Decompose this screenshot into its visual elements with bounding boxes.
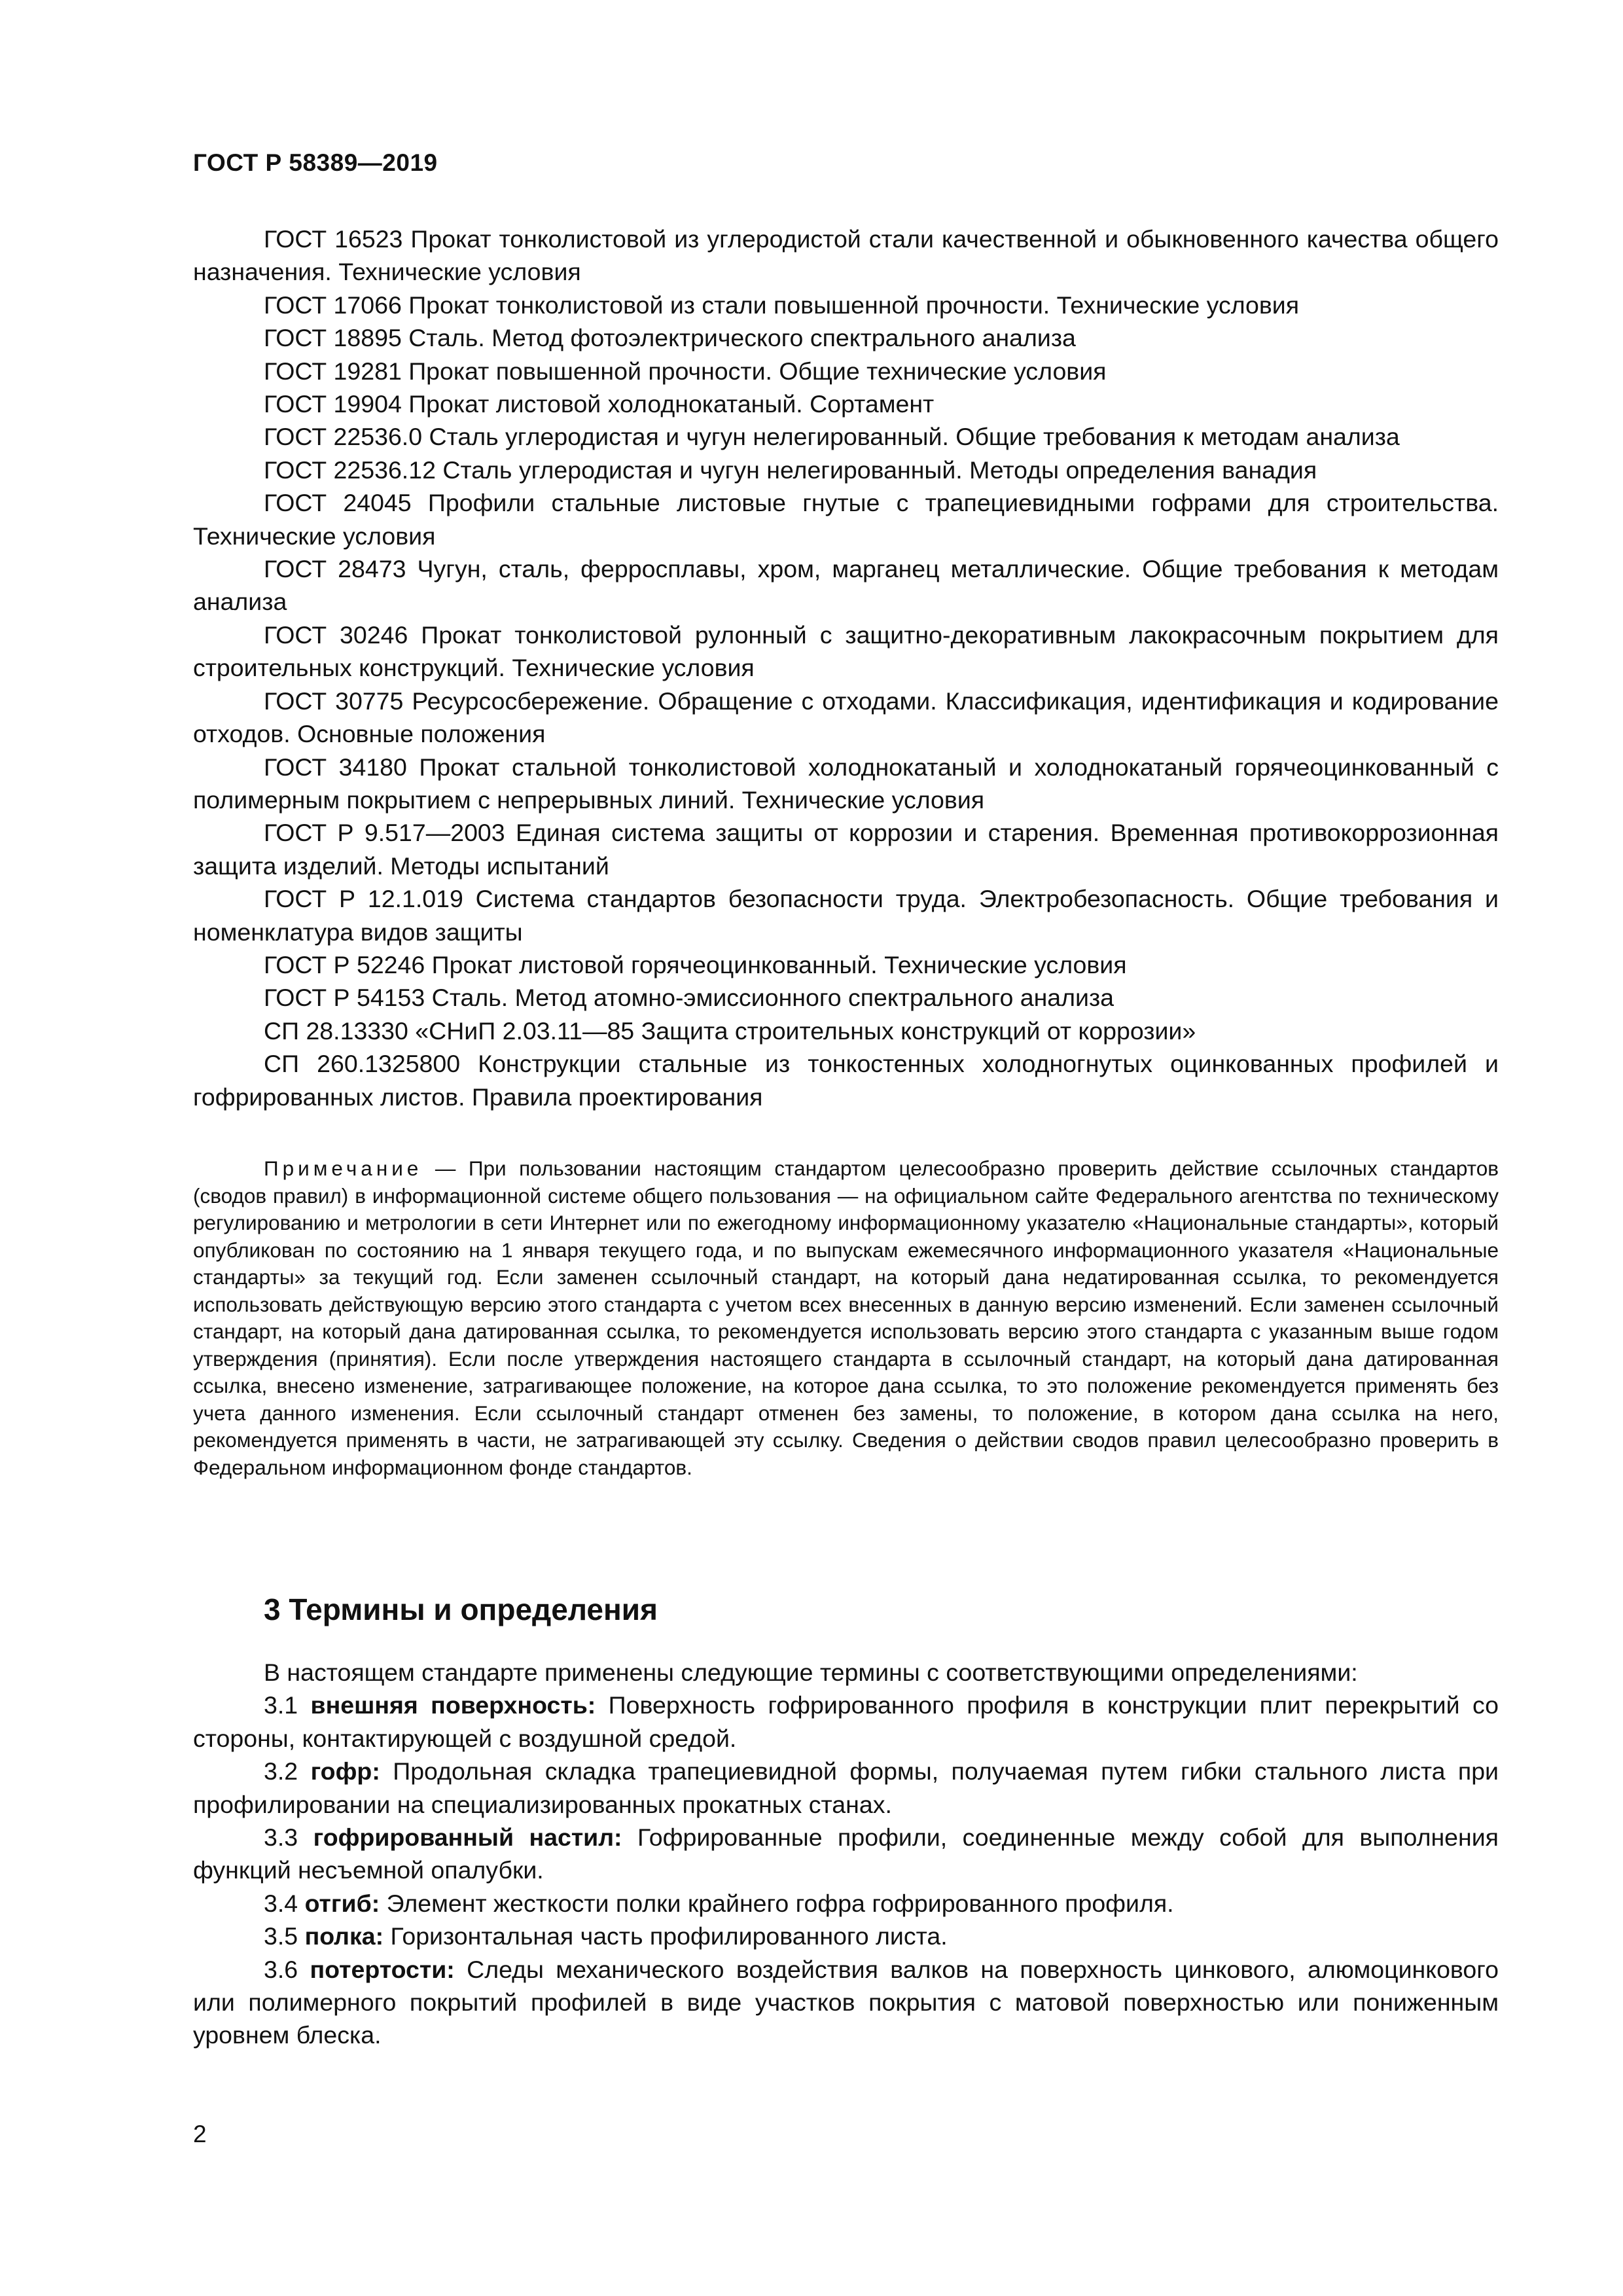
term-definition: Поверхность гофрированного профиля в конструкции плит перекрытий со стороны, контактирующей с воздушной средой. <box>193 1691 1499 1752</box>
reference-item: ГОСТ 34180 Прокат стальной тонколистовой холоднокатаный и холоднокатаный горячеоцинкованный с полимерным покрытием с непрерывных линий. Технические условия <box>193 753 1499 814</box>
term-item <box>193 1953 1499 2052</box>
term-item <box>193 1755 1499 1821</box>
reference-item: ГОСТ 19904 Прокат листовой холоднокатаный. Сортамент <box>264 390 935 418</box>
document-header: ГОСТ Р 58389—2019 <box>193 149 438 176</box>
reference-item: ГОСТ 28473 Чугун, сталь, ферросплавы, хром, марганец металлические. Общие требования к методам анализа <box>193 555 1499 616</box>
term-definition: Элемент жесткости полки крайнего гофра гофрированного профиля. <box>386 1889 1174 1917</box>
term-number: 3.2 <box>264 1757 298 1785</box>
term-name: отгиб: <box>304 1889 380 1917</box>
term-name: потертости: <box>310 1955 455 1983</box>
reference-item: ГОСТ 30246 Прокат тонколистовой рулонный с защитно-декоративным лакокрасочным покрытием для строительных конструкций. Технические условия <box>193 620 1499 682</box>
reference-item: ГОСТ 24045 Профили стальные листовые гнутые с трапециевидными гофрами для строительства. Технические условия <box>193 489 1499 550</box>
reference-item: ГОСТ 30775 Ресурсосбережение. Обращение с отходами. Классификация, идентификация и кодирование отходов. Основные положения <box>193 687 1499 748</box>
term-name: полка: <box>304 1922 384 1950</box>
term-number: 3.4 <box>264 1889 298 1917</box>
reference-item: ГОСТ 22536.12 Сталь углеродистая и чугун нелегированный. Методы определения ванадия <box>264 456 1317 484</box>
reference-item: ГОСТ Р 12.1.019 Система стандартов безопасности труда. Электробезопасность. Общие требования и номенклатура видов защиты <box>193 885 1499 946</box>
terms-list <box>193 1656 1499 2052</box>
reference-item: ГОСТ 19281 Прокат повышенной прочности. Общие технические условия <box>264 357 1107 385</box>
term-item <box>193 1887 1499 1920</box>
section-title: 3 Термины и определения <box>264 1592 658 1626</box>
term-definition: Горизонтальная часть профилированного листа. <box>390 1922 948 1950</box>
reference-item: ГОСТ Р 52246 Прокат листовой горячеоцинкованный. Технические условия <box>264 950 1127 978</box>
normative-references-list <box>193 223 1499 1113</box>
section-intro: В настоящем стандарте применены следующие термины с соответствующими определениями: <box>264 1659 1358 1686</box>
reference-item: СП 28.13330 «СНиП 2.03.11—85 Защита строительных конструкций от коррозии» <box>264 1016 1196 1045</box>
term-number: 3.1 <box>264 1691 298 1719</box>
reference-item: СП 260.1325800 Конструкции стальные из тонкостенных холодногнутых оцинкованных профилей и гофрированных листов. Правила проектирования <box>193 1050 1499 1111</box>
note-paragraph <box>193 1155 1499 1481</box>
term-name: гофр: <box>310 1757 380 1785</box>
term-number: 3.6 <box>264 1955 298 1983</box>
term-definition: Продольная складка трапециевидной формы, получаемая путем гибки стального листа при профилировании на специализированных прокатных станах. <box>193 1757 1499 1818</box>
note-text: — При пользовании настоящим стандартом целесообразно проверить действие ссылочных стандартов (сводов правил) в информационной системе общего пользования — на официальном сайте Федерального агентства по техническому регулированию и метрологии в сети Интернет или по ежегодному информационному указателю «Национальные стандарты», который опубликован по состоянию на 1 января текущего года, и по выпускам ежемесячного информационного указателя «Национальные стандарты» за текущий год. Если заменен ссылочный стандарт, на который дана недатированная ссылка, то рекомендуется использовать действующую версию этого стандарта с учетом всех внесенных в данную версию изменений. Если заменен ссылочный стандарт, на который дана датированная ссылка, то рекомендуется использовать версию этого стандарта с указанным выше годом утверждения (принятия). Если после утверждения настоящего стандарта в ссылочный стандарт, на который дана датированная ссылка, внесено изменение, затрагивающее положение, на которое дана ссылка, то это положение рекомендуется применять без учета данного изменения. Если ссылочный стандарт отменен без замены, то положение, в котором дана ссылка на него, рекомендуется применять в части, не затрагивающей эту ссылку. Сведения о действии сводов правил целесообразно проверить в Федеральном информационном фонде стандартов. <box>193 1157 1499 1479</box>
term-item <box>193 1920 1499 1952</box>
page-number: 2 <box>193 2121 207 2147</box>
reference-item: ГОСТ Р 9.517—2003 Единая система защиты от коррозии и старения. Временная противокоррозионная защита изделий. Методы испытаний <box>193 819 1499 880</box>
term-item <box>193 1821 1499 1887</box>
reference-item: ГОСТ 22536.0 Сталь углеродистая и чугун нелегированный. Общие требования к методам анализа <box>264 423 1400 451</box>
term-name: гофрированный настил: <box>313 1823 622 1852</box>
term-name: внешняя поверхность: <box>310 1691 596 1719</box>
term-number: 3.5 <box>264 1922 298 1950</box>
term-number: 3.3 <box>264 1823 298 1852</box>
note-block <box>193 1155 1499 1481</box>
reference-item: ГОСТ 16523 Прокат тонколистовой из углеродистой стали качественной и обыкновенного качества общего назначения. Технические условия <box>193 225 1499 286</box>
term-item <box>193 1689 1499 1755</box>
reference-item: ГОСТ Р 54153 Сталь. Метод атомно-эмиссионного спектрального анализа <box>264 984 1115 1012</box>
note-label: Примечание <box>264 1157 423 1180</box>
term-definition: Следы механического воздействия валков на поверхность цинкового, алюмоцинкового или полимерного покрытий профилей в виде участков покрытия с матовой поверхностью или пониженным уровнем блеска. <box>193 1955 1499 2049</box>
reference-item: ГОСТ 18895 Сталь. Метод фотоэлектрического спектрального анализа <box>264 324 1076 352</box>
reference-item: ГОСТ 17066 Прокат тонколистовой из стали повышенной прочности. Технические условия <box>264 291 1300 319</box>
term-definition: Гофрированные профили, соединенные между собой для выполнения функций несъемной опалубки. <box>193 1823 1499 1884</box>
